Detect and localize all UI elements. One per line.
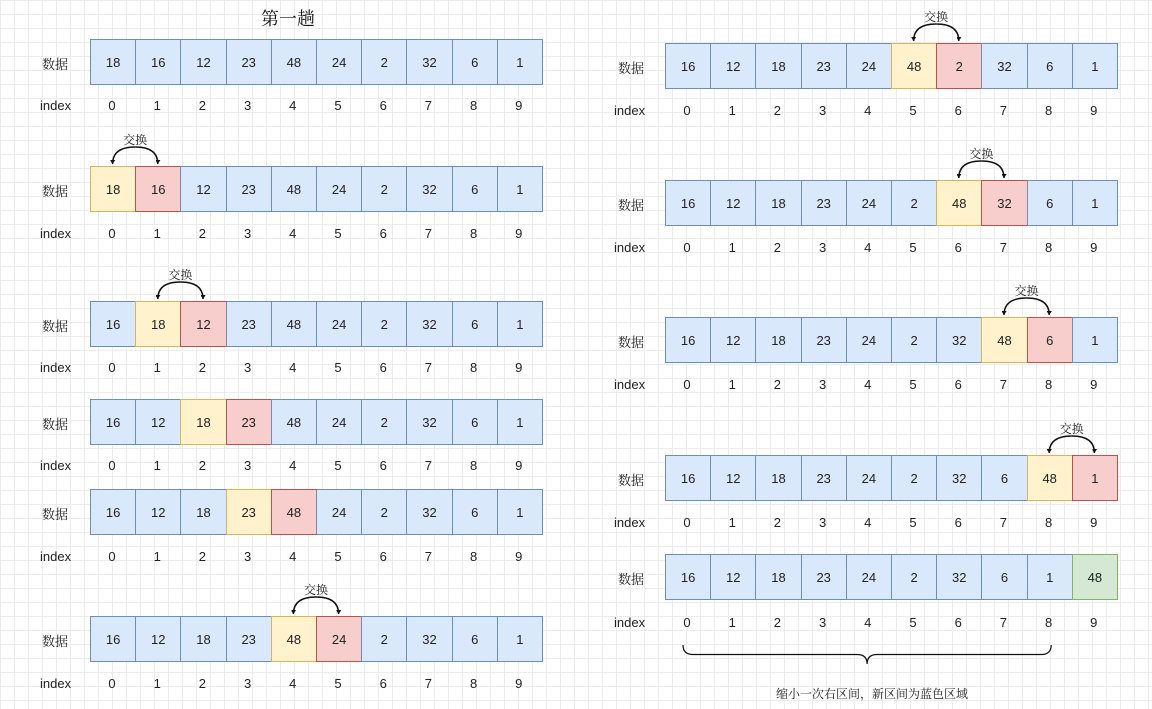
- data-cell: 18: [180, 399, 226, 445]
- data-cell: 18: [755, 554, 801, 600]
- index-value: 8: [1044, 240, 1053, 255]
- data-cell: 48: [271, 399, 317, 445]
- swap-arrow-left: [1004, 298, 1027, 315]
- index-value: 6: [954, 615, 962, 630]
- data-cell: 48: [271, 616, 317, 662]
- index-value: 0: [108, 549, 116, 564]
- data-cell: 6: [1027, 43, 1073, 89]
- index-row-label: index: [614, 615, 646, 630]
- swap-label: 交换: [969, 147, 994, 161]
- index-value: 9: [1090, 103, 1098, 118]
- data-cell: 1: [1072, 455, 1118, 501]
- index-value: 7: [424, 458, 432, 473]
- index-value: 6: [379, 676, 387, 691]
- index-value: 9: [1090, 377, 1098, 392]
- data-cell: 2: [361, 489, 407, 535]
- index-value: 4: [289, 98, 297, 113]
- index-value: 7: [424, 360, 432, 375]
- index-value: 6: [379, 549, 387, 564]
- data-cell: 48: [1072, 554, 1118, 600]
- index-value: 3: [243, 549, 252, 564]
- data-cell: 23: [226, 616, 272, 662]
- index-value: 3: [818, 240, 827, 255]
- swap-arrow-left: [1049, 436, 1072, 453]
- index-value: 8: [469, 549, 478, 564]
- index-value: 2: [198, 226, 206, 241]
- data-cell: 48: [271, 166, 317, 212]
- index-value: 8: [469, 458, 478, 473]
- index-row-label: index: [40, 549, 72, 564]
- swap-label: 交换: [168, 268, 193, 282]
- index-value: 4: [289, 226, 297, 241]
- swap-arrow-right: [1072, 436, 1095, 453]
- swap-label: 交换: [303, 583, 328, 597]
- data-cell: 24: [316, 616, 362, 662]
- index-value: 9: [1090, 240, 1098, 255]
- index-value: 9: [1090, 515, 1098, 530]
- data-cell: 24: [316, 301, 362, 347]
- data-cell: 12: [180, 166, 226, 212]
- data-row-label: 数据: [42, 634, 69, 649]
- index-value: 2: [773, 615, 781, 630]
- index-value: 5: [909, 240, 917, 255]
- page-title: 第一趟: [261, 9, 315, 29]
- data-row-label: 数据: [42, 184, 69, 199]
- data-cell: 12: [180, 301, 226, 347]
- data-cell: 1: [497, 301, 543, 347]
- data-cell: 48: [891, 43, 937, 89]
- index-value: 1: [728, 615, 736, 630]
- index-value: 9: [515, 226, 523, 241]
- data-cell: 6: [981, 455, 1027, 501]
- index-value: 9: [515, 676, 523, 691]
- data-cell: 23: [801, 455, 847, 501]
- data-cell: 6: [452, 301, 498, 347]
- data-cell: 32: [936, 554, 982, 600]
- data-cell: 18: [180, 489, 226, 535]
- index-value: 8: [469, 676, 478, 691]
- data-cell: 16: [135, 39, 181, 85]
- data-cell: 23: [801, 554, 847, 600]
- data-cell: 2: [891, 554, 937, 600]
- data-cell: 23: [226, 166, 272, 212]
- index-value: 8: [469, 226, 478, 241]
- data-cell: 16: [665, 455, 711, 501]
- index-value: 6: [379, 226, 387, 241]
- data-cell: 6: [981, 554, 1027, 600]
- data-cell: 6: [1027, 180, 1073, 226]
- swap-arrow-left: [113, 147, 136, 164]
- index-value: 9: [515, 458, 523, 473]
- data-cell: 1: [1072, 317, 1118, 363]
- data-cell: 18: [755, 317, 801, 363]
- index-value: 0: [683, 515, 691, 530]
- data-cell: 16: [90, 301, 136, 347]
- data-cell: 48: [936, 180, 982, 226]
- data-cell: 23: [226, 489, 272, 535]
- range-note: 缩小一次右区间，新区间为蓝色区域: [775, 687, 968, 701]
- index-value: 7: [999, 103, 1007, 118]
- index-value: 2: [198, 676, 206, 691]
- index-value: 6: [379, 458, 387, 473]
- index-value: 4: [289, 676, 297, 691]
- swap-arrow-right: [180, 282, 203, 299]
- data-cell: 6: [452, 166, 498, 212]
- data-cell: 6: [1027, 317, 1073, 363]
- index-value: 0: [683, 377, 691, 392]
- data-cell: 1: [1027, 554, 1073, 600]
- index-value: 5: [334, 226, 342, 241]
- index-value: 7: [424, 98, 432, 113]
- data-cell: 48: [271, 39, 317, 85]
- index-value: 2: [198, 98, 206, 113]
- data-cell: 24: [846, 43, 892, 89]
- index-value: 6: [379, 98, 387, 113]
- data-cell: 6: [452, 489, 498, 535]
- data-row-label: 数据: [42, 319, 69, 334]
- index-value: 3: [818, 103, 827, 118]
- index-value: 2: [773, 103, 781, 118]
- index-value: 5: [909, 515, 917, 530]
- data-cell: 12: [710, 455, 756, 501]
- index-value: 2: [198, 360, 206, 375]
- index-value: 8: [1044, 377, 1053, 392]
- data-cell: 6: [452, 399, 498, 445]
- data-cell: 23: [226, 399, 272, 445]
- index-value: 0: [683, 240, 691, 255]
- data-cell: 24: [316, 166, 362, 212]
- index-value: 8: [469, 98, 478, 113]
- data-row-label: 数据: [618, 335, 645, 350]
- data-row-label: 数据: [618, 473, 645, 488]
- index-value: 4: [289, 549, 297, 564]
- data-cell: 12: [710, 43, 756, 89]
- data-cell: 12: [135, 399, 181, 445]
- swap-label: 交换: [1014, 284, 1039, 298]
- data-cell: 18: [90, 39, 136, 85]
- index-value: 5: [334, 98, 342, 113]
- index-value: 8: [1044, 515, 1053, 530]
- index-value: 4: [289, 458, 297, 473]
- index-value: 8: [469, 360, 478, 375]
- data-cell: 32: [936, 455, 982, 501]
- data-cell: 23: [801, 180, 847, 226]
- index-value: 1: [153, 360, 161, 375]
- data-cell: 2: [361, 166, 407, 212]
- data-cell: 48: [1027, 455, 1073, 501]
- data-cell: 18: [180, 616, 226, 662]
- data-cell: 32: [406, 489, 452, 535]
- data-cell: 2: [361, 301, 407, 347]
- data-cell: 48: [271, 489, 317, 535]
- index-value: 2: [773, 377, 781, 392]
- data-cell: 16: [90, 399, 136, 445]
- data-cell: 12: [710, 554, 756, 600]
- index-value: 4: [864, 377, 872, 392]
- index-value: 9: [1090, 615, 1098, 630]
- index-value: 4: [864, 240, 872, 255]
- swap-label: 交换: [123, 133, 148, 147]
- index-value: 9: [515, 549, 523, 564]
- data-cell: 23: [801, 43, 847, 89]
- index-value: 2: [198, 549, 206, 564]
- data-cell: 1: [1072, 180, 1118, 226]
- swap-arrow-right: [135, 147, 158, 164]
- index-row-label: index: [40, 676, 72, 691]
- data-cell: 18: [135, 301, 181, 347]
- index-value: 0: [683, 615, 691, 630]
- index-value: 1: [153, 549, 161, 564]
- data-cell: 24: [316, 489, 362, 535]
- index-value: 5: [909, 103, 917, 118]
- index-row-label: index: [614, 377, 646, 392]
- index-value: 7: [999, 240, 1007, 255]
- data-cell: 2: [891, 455, 937, 501]
- index-value: 0: [108, 458, 116, 473]
- index-value: 2: [773, 515, 781, 530]
- data-cell: 24: [316, 39, 362, 85]
- data-cell: 23: [226, 301, 272, 347]
- index-value: 7: [999, 615, 1007, 630]
- swap-arrow-left: [293, 597, 316, 614]
- index-value: 6: [954, 515, 962, 530]
- index-value: 0: [683, 103, 691, 118]
- data-cell: 32: [406, 39, 452, 85]
- data-cell: 18: [755, 455, 801, 501]
- data-cell: 1: [497, 399, 543, 445]
- swap-arrow-right: [936, 24, 959, 41]
- index-value: 4: [864, 615, 872, 630]
- index-value: 1: [153, 458, 161, 473]
- swap-arrow-left: [914, 24, 937, 41]
- data-cell: 2: [361, 39, 407, 85]
- data-cell: 12: [710, 317, 756, 363]
- index-value: 3: [243, 458, 252, 473]
- index-value: 6: [954, 377, 962, 392]
- index-row-label: index: [614, 103, 646, 118]
- data-cell: 32: [406, 166, 452, 212]
- index-value: 3: [243, 98, 252, 113]
- data-cell: 32: [936, 317, 982, 363]
- index-value: 9: [515, 98, 523, 113]
- data-cell: 2: [891, 180, 937, 226]
- index-value: 0: [108, 676, 116, 691]
- index-value: 4: [864, 103, 872, 118]
- index-value: 0: [108, 98, 116, 113]
- index-row-label: index: [40, 98, 72, 113]
- swap-arrow-right: [1027, 298, 1050, 315]
- index-value: 5: [334, 360, 342, 375]
- data-cell: 1: [497, 616, 543, 662]
- data-cell: 24: [846, 455, 892, 501]
- data-cell: 6: [452, 39, 498, 85]
- index-value: 3: [243, 360, 252, 375]
- index-value: 3: [818, 377, 827, 392]
- index-value: 8: [1044, 103, 1053, 118]
- data-cell: 16: [665, 317, 711, 363]
- index-value: 5: [909, 615, 917, 630]
- data-cell: 1: [497, 489, 543, 535]
- index-row-label: index: [614, 515, 646, 530]
- data-cell: 12: [710, 180, 756, 226]
- index-value: 0: [108, 226, 116, 241]
- data-cell: 1: [497, 166, 543, 212]
- data-cell: 16: [90, 616, 136, 662]
- data-cell: 2: [936, 43, 982, 89]
- data-cell: 32: [406, 399, 452, 445]
- index-value: 2: [773, 240, 781, 255]
- index-value: 7: [999, 377, 1007, 392]
- index-value: 1: [728, 515, 736, 530]
- data-cell: 16: [665, 180, 711, 226]
- data-cell: 48: [271, 301, 317, 347]
- data-cell: 12: [135, 489, 181, 535]
- data-cell: 32: [981, 43, 1027, 89]
- data-cell: 32: [406, 616, 452, 662]
- index-row-label: index: [40, 458, 72, 473]
- index-row-label: index: [40, 226, 72, 241]
- data-row-label: 数据: [618, 61, 645, 76]
- data-cell: 2: [361, 399, 407, 445]
- swap-arrow-left: [959, 161, 982, 178]
- index-value: 1: [728, 377, 736, 392]
- data-cell: 2: [361, 616, 407, 662]
- data-cell: 16: [90, 489, 136, 535]
- index-value: 7: [999, 515, 1007, 530]
- index-value: 5: [909, 377, 917, 392]
- index-value: 8: [1044, 615, 1053, 630]
- data-row-label: 数据: [42, 57, 69, 72]
- index-value: 0: [108, 360, 116, 375]
- index-value: 7: [424, 676, 432, 691]
- data-cell: 12: [135, 616, 181, 662]
- index-value: 1: [728, 103, 736, 118]
- data-cell: 23: [801, 317, 847, 363]
- data-cell: 6: [452, 616, 498, 662]
- data-cell: 32: [981, 180, 1027, 226]
- index-value: 1: [728, 240, 736, 255]
- data-cell: 24: [316, 399, 362, 445]
- index-value: 3: [243, 226, 252, 241]
- index-value: 1: [153, 226, 161, 241]
- data-row-label: 数据: [42, 417, 69, 432]
- index-value: 4: [289, 360, 297, 375]
- data-cell: 16: [135, 166, 181, 212]
- index-value: 1: [153, 676, 161, 691]
- data-cell: 1: [497, 39, 543, 85]
- data-cell: 24: [846, 317, 892, 363]
- index-row-label: index: [614, 240, 646, 255]
- index-value: 1: [153, 98, 161, 113]
- data-cell: 16: [665, 43, 711, 89]
- index-value: 5: [334, 458, 342, 473]
- index-value: 3: [243, 676, 252, 691]
- data-cell: 18: [755, 180, 801, 226]
- index-value: 7: [424, 549, 432, 564]
- data-cell: 48: [981, 317, 1027, 363]
- index-value: 2: [198, 458, 206, 473]
- index-value: 6: [954, 103, 962, 118]
- data-row-label: 数据: [618, 198, 645, 213]
- data-cell: 2: [891, 317, 937, 363]
- index-row-label: index: [40, 360, 72, 375]
- data-cell: 23: [226, 39, 272, 85]
- index-value: 4: [864, 515, 872, 530]
- index-value: 5: [334, 549, 342, 564]
- index-value: 3: [818, 615, 827, 630]
- range-brace: [683, 645, 1051, 664]
- index-value: 6: [379, 360, 387, 375]
- data-cell: 24: [846, 554, 892, 600]
- index-value: 6: [954, 240, 962, 255]
- data-cell: 24: [846, 180, 892, 226]
- swap-label: 交换: [1059, 422, 1084, 436]
- data-cell: 1: [1072, 43, 1118, 89]
- index-value: 7: [424, 226, 432, 241]
- swap-arrow-left: [158, 282, 181, 299]
- index-value: 5: [334, 676, 342, 691]
- data-cell: 18: [755, 43, 801, 89]
- index-value: 3: [818, 515, 827, 530]
- data-cell: 18: [90, 166, 136, 212]
- swap-arrow-right: [981, 161, 1004, 178]
- swap-arrow-right: [316, 597, 339, 614]
- data-row-label: 数据: [42, 507, 69, 522]
- data-cell: 16: [665, 554, 711, 600]
- data-row-label: 数据: [618, 572, 645, 587]
- data-cell: 32: [406, 301, 452, 347]
- swap-label: 交换: [924, 10, 949, 24]
- data-cell: 12: [180, 39, 226, 85]
- index-value: 9: [515, 360, 523, 375]
